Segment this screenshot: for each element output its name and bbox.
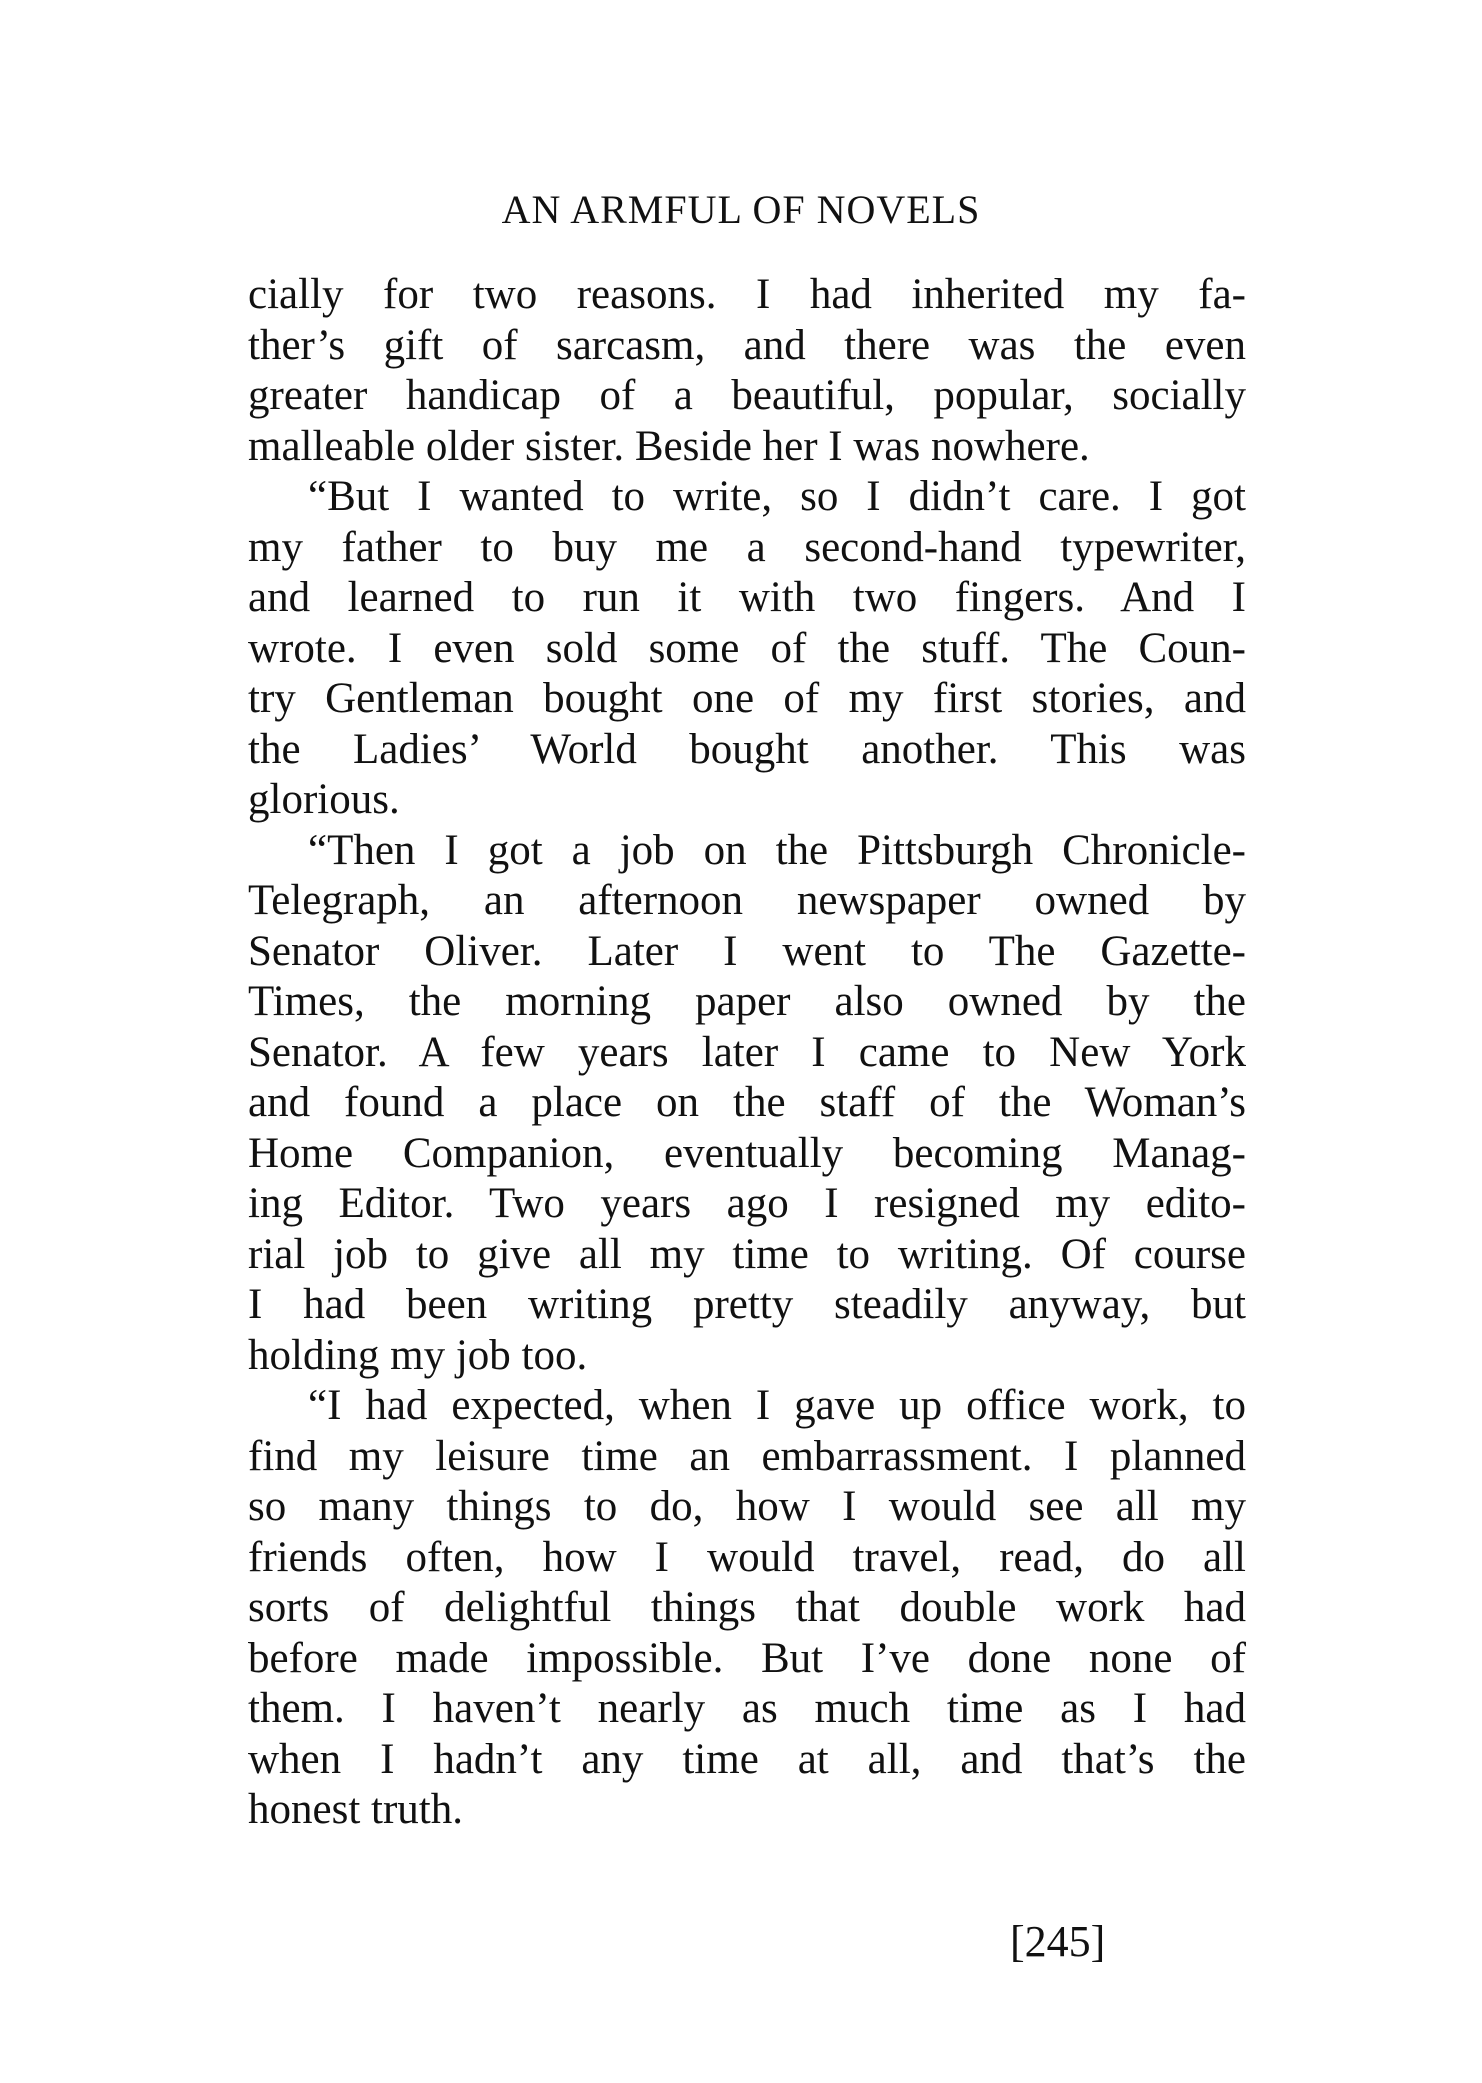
text-line: ing Editor. Two years ago I resigned my edito- [248, 1180, 1246, 1227]
paragraph [248, 826, 1246, 1382]
text-line: greater handicap of a beautiful, popular, socially [248, 372, 1246, 419]
text-line: my father to buy me a second-hand typewriter, [248, 523, 1246, 571]
text-line: “Then I got a job on the Pittsburgh Chronicle- [308, 826, 1246, 874]
text-line: when I hadn’t any time at all, and that’s the [248, 1735, 1246, 1783]
text-line: Senator Oliver. Later I went to The Gazette- [248, 927, 1246, 975]
text-line: friends often, how I would travel, read, do all [248, 1533, 1246, 1581]
text-line: glorious. [248, 776, 400, 823]
text-line: before made impossible. But I’ve done none of [248, 1634, 1246, 1682]
text-line: cially for two reasons. I had inherited my fa- [248, 271, 1246, 318]
text-line: Times, the morning paper also owned by the [248, 978, 1246, 1025]
text-line: and found a place on the staff of the Woman’s [248, 1079, 1246, 1126]
text-line: the Ladies’ World bought another. This was [248, 725, 1246, 773]
text-line: “But I wanted to write, so I didn’t care. I got [308, 473, 1246, 520]
text-line: “I had expected, when I gave up office work, to [308, 1382, 1246, 1429]
body-text [248, 270, 1246, 1836]
paragraph [248, 1381, 1246, 1836]
text-line: I had been writing pretty steadily anyway, but [248, 1281, 1246, 1328]
text-line: and learned to run it with two fingers. And I [248, 574, 1246, 621]
text-line: try Gentleman bought one of my first stories, and [248, 675, 1246, 722]
text-line: find my leisure time an embarrassment. I planned [248, 1432, 1246, 1480]
text-line: Telegraph, an afternoon newspaper owned by [248, 877, 1246, 924]
text-line: sorts of delightful things that double work had [248, 1584, 1246, 1631]
paragraph [248, 472, 1246, 826]
text-line: honest truth. [248, 1786, 463, 1833]
running-head: AN ARMFUL OF NOVELS [501, 187, 981, 232]
paragraph [248, 270, 1246, 472]
text-line: ther’s gift of sarcasm, and there was the even [248, 321, 1246, 369]
text-line: Senator. A few years later I came to New York [248, 1028, 1246, 1076]
text-line: Home Companion, eventually becoming Manag- [248, 1129, 1246, 1177]
text-line: holding my job too. [248, 1331, 588, 1379]
text-line: so many things to do, how I would see all my [248, 1483, 1246, 1530]
page-number: [245] [1010, 1917, 1106, 1966]
text-line: them. I haven’t nearly as much time as I had [248, 1685, 1246, 1732]
text-line: rial job to give all my time to writing. Of course [248, 1230, 1246, 1278]
text-line: wrote. I even sold some of the stuff. The Coun- [248, 624, 1246, 672]
text-line: malleable older sister. Beside her I was nowhere. [248, 422, 1090, 470]
